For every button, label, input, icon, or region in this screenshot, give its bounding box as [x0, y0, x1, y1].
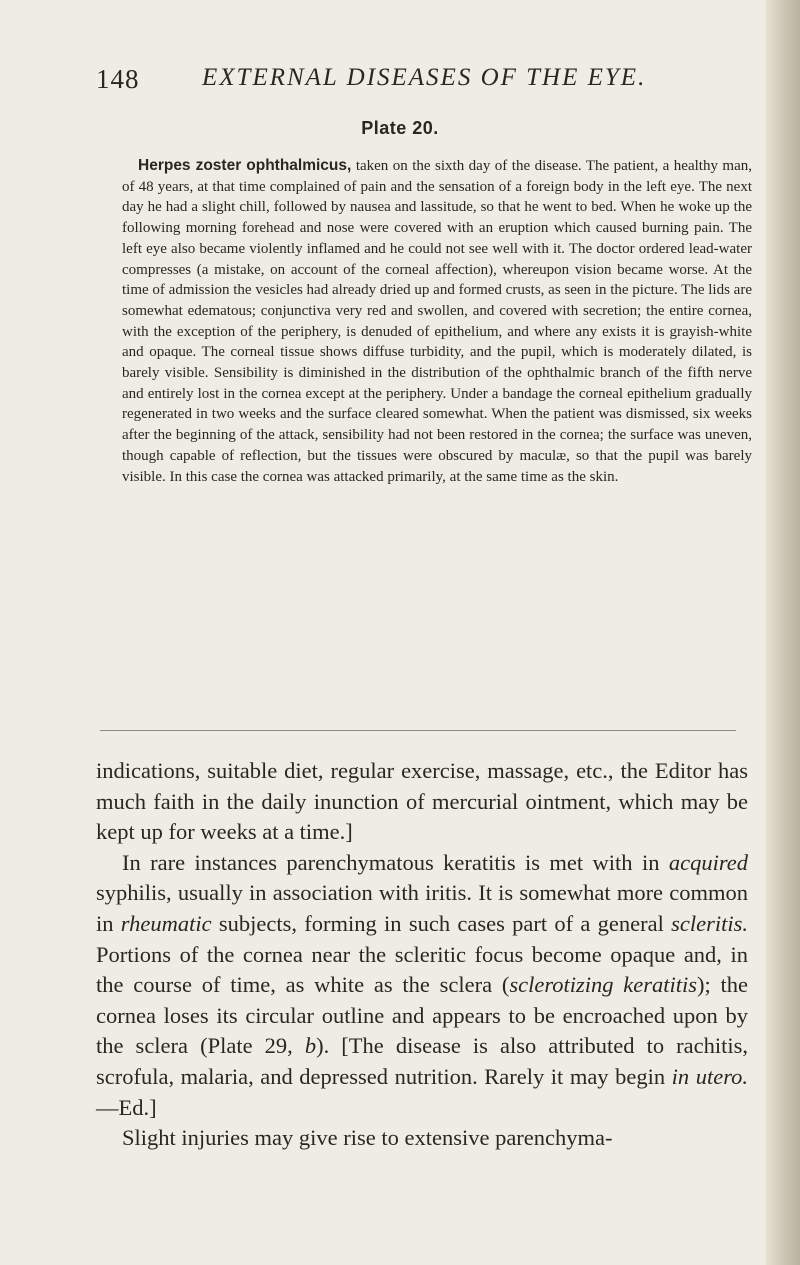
emphasis-in-utero: in utero.	[671, 1063, 749, 1089]
running-header	[96, 64, 726, 98]
emphasis-acquired: acquired	[668, 849, 748, 875]
text-run: —Ed.]	[96, 1094, 157, 1120]
text-run: ). [The disease is also attributed to rachitis, scrofula, malaria, and depressed nutrition. Rarely it may begin	[96, 1033, 749, 1089]
emphasis-rheumatic: rheumatic	[120, 910, 212, 936]
plate-title: Plate 20.	[361, 118, 439, 138]
paragraph-continued: indications, suitable diet, regular exercise, massage, etc., the Editor has much faith in the daily inunction of mercurial ointment, which may be kept up for weeks at a time.]	[96, 758, 748, 845]
emphasis-scleritis: scleritis.	[671, 910, 749, 936]
plate-description	[122, 156, 752, 487]
text-run: syphilis, usually in association with iritis. It is somewhat more common in	[96, 880, 748, 936]
plate-description-text: taken on the sixth day of the disease. The patient, a healthy man, of 48 years, at that time complained of pain and the sensation of a foreign body in the left eye. The next day he had a slight chill, followed by nausea and lassitude, so that he went to bed. When he woke up the following morning forehead and nose were covered with an eruption which caused burning pain. The left eye also became violently inflamed and he could not see well with it. The doctor ordered lead-water compresses (a mistake, on account of the corneal affection), whereupon vision became worse. At the time of admission the vesicles had already dried up and formed crusts, as seen in the picture. The lids are somewhat edematous; conjunctiva very red and swollen, and covered with secretion; the entire cornea, with the exception of the periphery, is denuded of epithelium, and where any exists it is grayish-white and opaque. The corneal tissue shows diffuse turbidity, and the pupil, which is moderately dilated, is barely visible. Sensibility is diminished in the distribution of the ophthalmic branch of the fifth nerve and entirely lost in the cornea except at the periphery. Under a bandage the corneal epithelium gradually regenerated in two weeks and the surface cleared somewhat. When the patient was dismissed, six weeks after the beginning of the attack, sensibility had not been restored in the cornea; the surface was uneven, though capable of reflection, but the tissues were obscured by maculæ, so that the pupil was barely visible. In this case the cornea was attacked primarily, at the same time as the skin.	[122, 158, 752, 485]
text-run: ); the cornea loses its circular outline and appears to be encroached upon by the sclera (Plate 29,	[96, 972, 749, 1059]
emphasis-sclerotizing-keratitis: sclerotizing keratitis	[509, 972, 698, 998]
text-run: In rare instances parenchymatous keratitis is met with in	[122, 849, 660, 875]
emphasis-plate-ref: b	[304, 1033, 317, 1059]
text-run: Portions of the cornea near the scleritic focus become opaque and, in the course of time, as white as the sclera (	[96, 941, 748, 998]
paragraph-injuries: Slight injuries may give rise to extensive parenchyma-	[122, 1125, 613, 1151]
text-run: subjects, forming in such cases part of a general	[218, 910, 664, 936]
main-text	[96, 756, 748, 1154]
page-number: 148	[96, 64, 140, 94]
page-edge-shadow	[766, 0, 800, 1265]
section-divider	[100, 730, 736, 731]
plate-lead-term: Herpes zoster ophthalmicus,	[138, 157, 352, 174]
running-title: EXTERNAL DISEASES OF THE EYE.	[202, 64, 647, 91]
paragraph-keratitis	[96, 848, 748, 1123]
